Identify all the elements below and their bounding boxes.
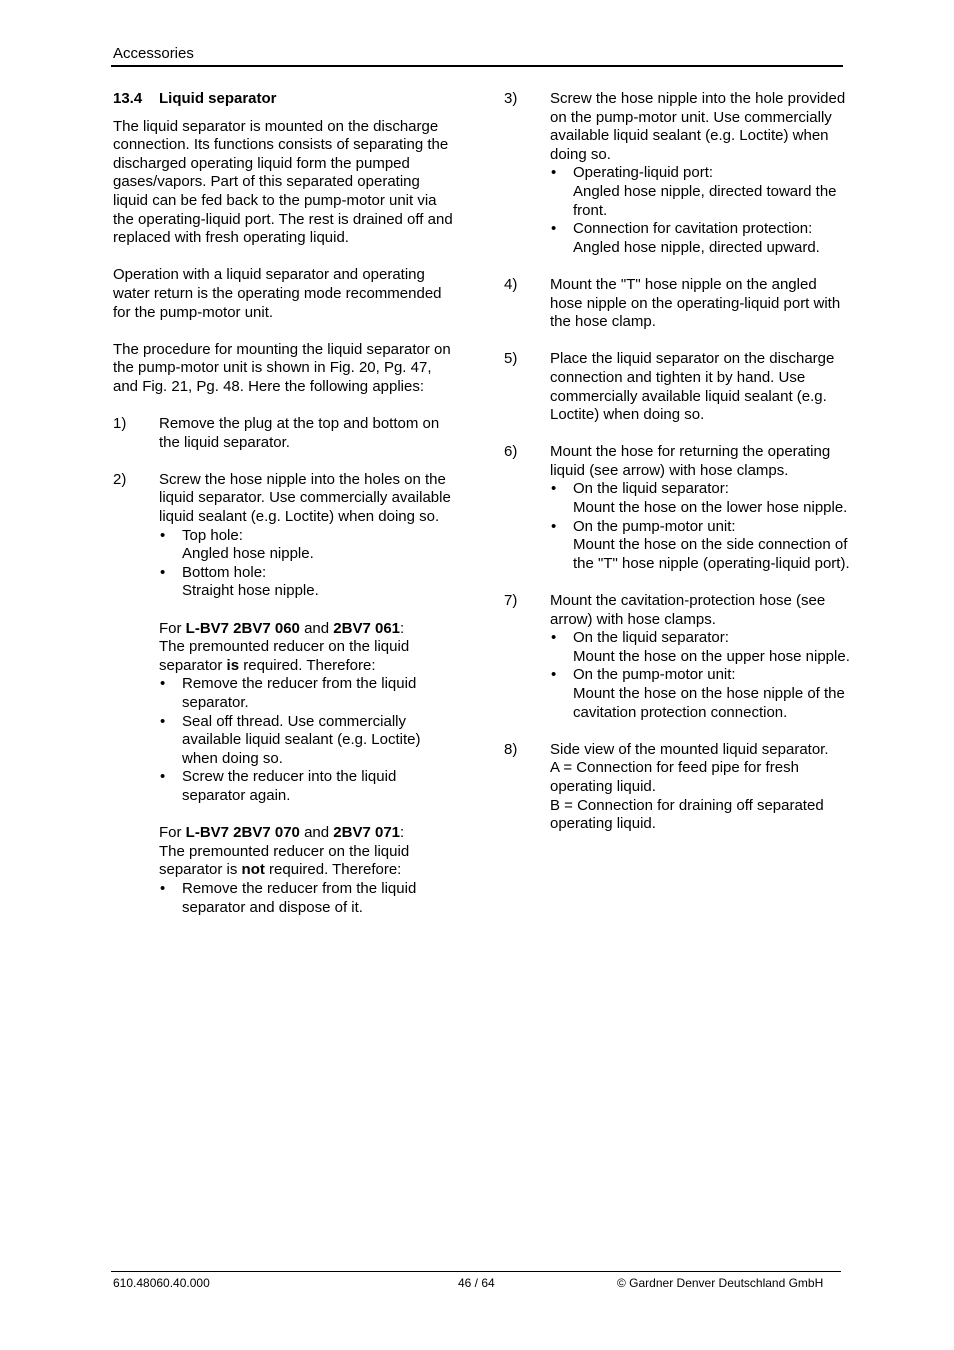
list-item: • On the liquid separator: Mount the hose on the lower hose nipple. [551, 480, 848, 517]
bullet-icon: • [551, 517, 557, 535]
step-number: 5) [504, 350, 518, 368]
step-3 [504, 90, 850, 257]
step-1 [113, 415, 458, 452]
model-name: 2BV7 071 [333, 824, 400, 842]
section-number: 13.4 [113, 90, 143, 107]
header-rule [111, 65, 843, 67]
section-heading [113, 90, 458, 109]
step-number: 8) [504, 740, 518, 758]
step-number: 2) [113, 470, 127, 488]
step-number: 3) [504, 90, 518, 107]
bullet-icon: • [160, 712, 166, 730]
bullet-list [159, 675, 458, 805]
left-column [113, 90, 458, 917]
step-4 [504, 276, 850, 332]
bullet-icon: • [160, 675, 166, 693]
intro-paragraph-3: The procedure for mounting the liquid separator on the pump-motor unit is shown in Fig. 20, Pg. 47, and Fig. 21, Pg. 48. Here the following applies: [113, 340, 451, 395]
bullet-icon: • [551, 480, 557, 498]
bullet-icon: • [551, 629, 557, 647]
legend-b: B = Connection for draining off separated operating liquid. [550, 796, 824, 833]
step-number: 6) [504, 443, 518, 461]
step-2 [113, 471, 458, 917]
bullet-icon: • [160, 768, 166, 786]
running-header: Accessories [113, 45, 194, 62]
list-item: • Screw the reducer into the liquid separator again. [160, 768, 397, 804]
list-item: • Operating-liquid port: Angled hose nipple, directed toward the front. [551, 164, 837, 219]
list-item: • Remove the reducer from the liquid separator and dispose of it. [160, 879, 417, 916]
bullet-icon: • [551, 164, 557, 182]
bullet-icon: • [551, 220, 557, 238]
list-item: • On the liquid separator: Mount the hose on the upper hose nipple. [551, 629, 850, 665]
bullet-list [159, 527, 458, 601]
step-text: Remove the plug at the top and bottom on the liquid separator. [159, 415, 440, 451]
list-item: • On the pump-motor unit: Mount the hose on the hose nipple of the cavitation protection connection. [551, 666, 845, 721]
list-item: • Bottom hole: Straight hose nipple. [160, 563, 319, 600]
bullet-icon: • [551, 666, 557, 684]
step-text: Screw the hose nipple into the holes on the liquid separator. Use commercially available liquid sealant (e.g. Loctite) when doing so. [159, 470, 451, 526]
footer-rule [111, 1271, 841, 1272]
list-item: • Remove the reducer from the liquid separator. [160, 675, 417, 711]
step-7 [504, 592, 850, 722]
step-number: 1) [113, 415, 127, 433]
model-name: 2BV7 061 [333, 619, 400, 637]
legend-a: A = Connection for feed pipe for fresh operating liquid. [550, 759, 799, 795]
section-title: Liquid separator [159, 90, 277, 107]
list-item: • Top hole: Angled hose nipple. [160, 526, 314, 563]
variant-a-text: The premounted reducer on the liquid separator is required. Therefore: [159, 638, 410, 674]
variant-b-text: The premounted reducer on the liquid separator is not required. Therefore: [159, 842, 410, 879]
step-text: Place the liquid separator on the discharge connection and tighten it by hand. Use commercially available liquid sealant (e.g. Loctite) when doing so. [550, 350, 835, 424]
bullet-icon: • [160, 879, 166, 897]
model-name: L-BV7 2BV7 060 [185, 619, 300, 637]
copyright: © Gardner Denver Deutschland GmbH [617, 1276, 824, 1290]
step-number: 7) [504, 592, 518, 610]
step-6 [504, 443, 850, 573]
step-text: Side view of the mounted liquid separator. [550, 740, 829, 758]
list-item: • Seal off thread. Use commercially available liquid sealant (e.g. Loctite) when doing so. [160, 712, 421, 767]
variant-a-heading: For L-BV7 2BV7 060 and 2BV7 061: [159, 619, 405, 637]
bullet-list [550, 164, 850, 257]
bullet-icon: • [160, 563, 166, 581]
step-text: Screw the hose nipple into the hole provided on the pump-motor unit. Use commercially available liquid sealant (e.g. Loctite) when doing so. [550, 90, 846, 163]
bullet-icon: • [160, 526, 166, 544]
intro-paragraph-1: The liquid separator is mounted on the discharge connection. Its functions consists of separating the discharged operating liquid form the pumped gases/vapors. Part of this separated operating liquid can be fed back to the pump-motor unit via the operating-liquid port. The rest is drained off and replaced with fresh operating liquid. [113, 117, 453, 247]
intro-paragraph-2: Operation with a liquid separator and operating water return is the operating mode recommended for the pump-motor unit. [113, 266, 442, 321]
list-item: • On the pump-motor unit: Mount the hose on the side connection of the "T" hose nipple (operating-liquid port). [551, 517, 850, 572]
step-text: Mount the hose for returning the operating liquid (see arrow) with hose clamps. [550, 443, 831, 479]
right-column [504, 90, 850, 834]
document-number: 610.48060.40.000 [113, 1276, 210, 1290]
page-number: 46 / 64 [458, 1276, 495, 1290]
model-name: L-BV7 2BV7 070 [185, 824, 300, 842]
variant-b-heading: For L-BV7 2BV7 070 and 2BV7 071: [159, 824, 405, 842]
step-text: Mount the "T" hose nipple on the angled hose nipple on the operating-liquid port with the hose clamp. [550, 275, 841, 331]
bullet-list [550, 629, 850, 722]
bullet-list [550, 480, 850, 573]
step-8 [504, 741, 850, 834]
bullet-list [159, 880, 458, 917]
list-item: • Connection for cavitation protection: Angled hose nipple, directed upward. [551, 220, 820, 256]
step-text: Mount the cavitation-protection hose (see arrow) with hose clamps. [550, 592, 826, 628]
step-5 [504, 350, 850, 424]
step-number: 4) [504, 275, 518, 293]
